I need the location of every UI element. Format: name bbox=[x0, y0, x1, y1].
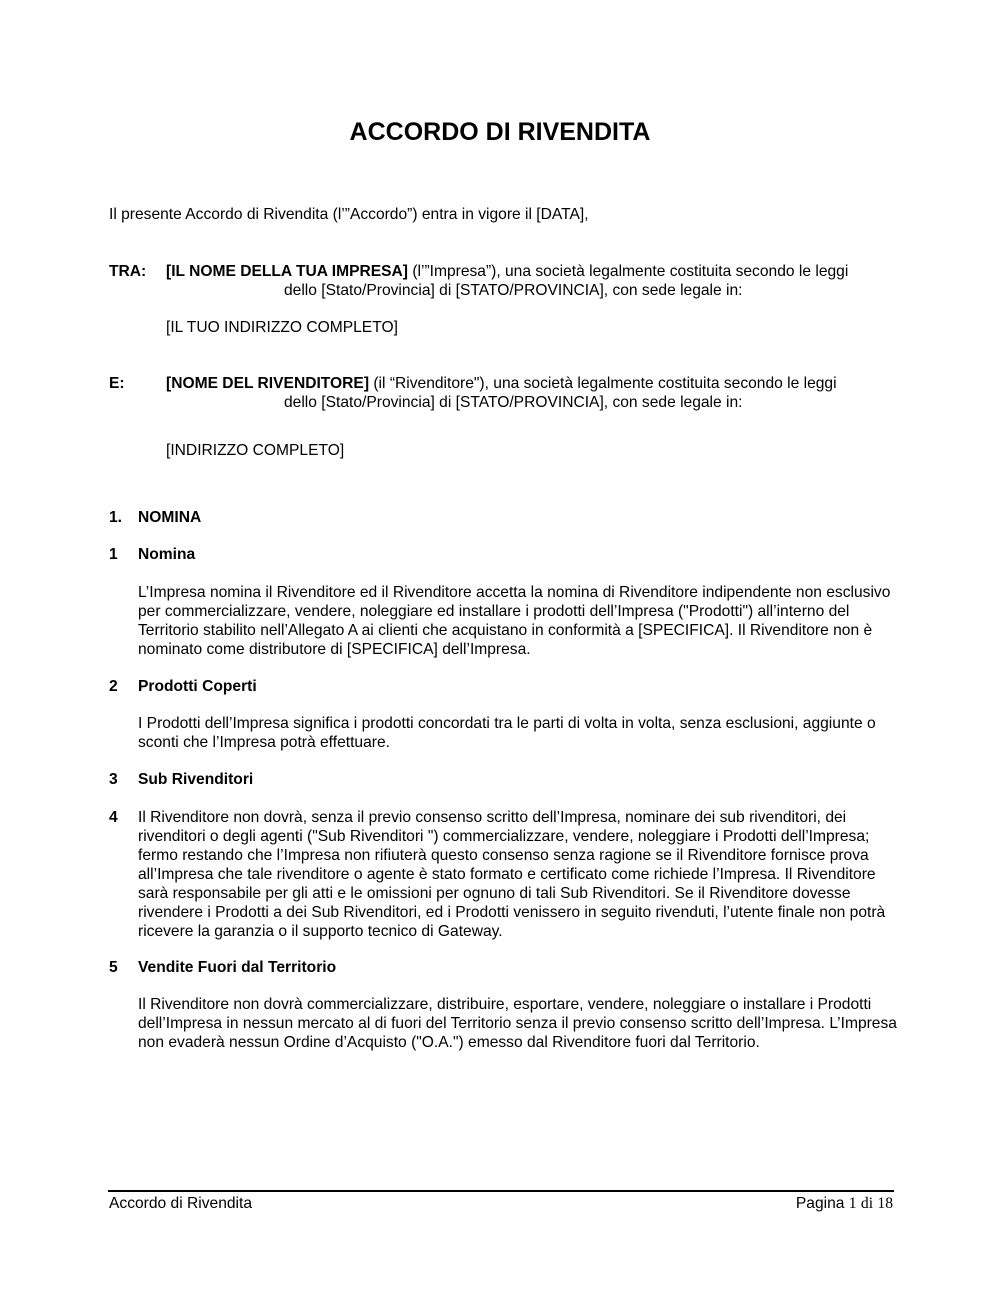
section-number: 1. bbox=[109, 509, 123, 526]
footer-page-number: 1 bbox=[848, 1195, 857, 1212]
clause-heading: Sub Rivenditori bbox=[138, 771, 254, 788]
party-tra-address: [IL TUO INDIRIZZO COMPLETO] bbox=[166, 319, 398, 336]
footer-title: Accordo di Rivendita bbox=[109, 1195, 253, 1212]
footer-page-indicator bbox=[796, 1194, 893, 1213]
party-e-line2: dello [Stato/Provincia] di [STATO/PROVINCIA], con sede legale in: bbox=[284, 394, 743, 411]
section-heading: NOMINA bbox=[138, 509, 202, 526]
footer-divider bbox=[108, 1190, 894, 1192]
clause-number: 1 bbox=[109, 546, 118, 563]
party-e-description bbox=[166, 374, 901, 412]
intro-paragraph: Il presente Accordo di Rivendita (l’”Accordo”) entra in vigore il [DATA], bbox=[109, 206, 589, 223]
clause-number: 4 bbox=[109, 809, 118, 826]
clause-paragraph: I Prodotti dell’Impresa significa i prodotti concordati tra le parti di volta in volta, senza esclusioni, aggiunte o sconti che l’Impresa potrà effettuare. bbox=[138, 715, 876, 751]
clause-heading: Prodotti Coperti bbox=[138, 678, 257, 695]
footer-page-word: Pagina bbox=[795, 1195, 845, 1212]
clause-paragraph: Il Rivenditore non dovrà commercializzare, distribuire, esportare, vendere, noleggiare o installare i Prodotti dell’Impresa in nessun mercato al di fuori del Territorio senza il previo consenso scritto dell’Impresa. L’Impresa non evaderà nessun Ordine d’Acquisto ("O.A.") emesso dal Rivenditore fuori dal Territorio. bbox=[138, 996, 897, 1051]
clause-heading: Nomina bbox=[138, 546, 196, 563]
party-tra-description bbox=[166, 262, 901, 300]
clause-paragraph: L’Impresa nomina il Rivenditore ed il Rivenditore accetta la nomina di Rivenditore indipendente non esclusivo per commercializzare, vendere, noleggiare ed installare i prodotti dell’Impresa ("Prodotti") all’interno del Territorio stabilito nell’Allegato A ai clienti che acquistano in conformità a [SPECIFICA]. Il Rivenditore non è nominato come distributore di [SPECIFICA] dell’Impresa. bbox=[138, 584, 891, 658]
clause-paragraph: Il Rivenditore non dovrà, senza il previo consenso scritto dell’Impresa, nominare dei sub rivenditori, dei rivenditori o degli agenti ("Sub Rivenditori ") commercializzare, vendere, noleggiare i Prodotti dell’Impresa; fermo restando che l’Impresa non rifiuterà questo consenso senza ragione se il Rivenditore fornisce prova all’Impresa che tale rivenditore o agente è stato formato e certificato come richiede l’Impresa. Il Rivenditore sarà responsabile per gli atti e le omissioni per ognuno di tali Sub Rivenditori. Se il Rivenditore dovesse rivendere i Prodotti a dei Sub Rivenditori, ed i Prodotti venissero in seguito rivenduti, l’utente finale non potrà ricevere la garanzia o il supporto tecnico di Gateway. bbox=[138, 809, 886, 940]
party-e-address: [INDIRIZZO COMPLETO] bbox=[166, 442, 345, 459]
document-title: ACCORDO DI RIVENDITA bbox=[349, 118, 651, 146]
party-label-tra: TRA: bbox=[109, 263, 147, 280]
footer-total-pages: 18 bbox=[877, 1195, 893, 1212]
party-label-e: E: bbox=[109, 375, 125, 392]
party-e-line1: (il “Rivenditore"), una società legalmente costituita secondo le leggi bbox=[369, 375, 837, 392]
party-tra-line1: (l’”Impresa”), una società legalmente costituita secondo le leggi bbox=[407, 263, 849, 280]
clause-number: 2 bbox=[109, 678, 118, 695]
clause-number: 5 bbox=[109, 959, 118, 976]
party-e-name: [NOME DEL RIVENDITORE] bbox=[166, 375, 370, 392]
party-tra-name: [IL NOME DELLA TUA IMPRESA] bbox=[166, 263, 408, 280]
footer-of-word: di bbox=[860, 1195, 874, 1212]
clause-number: 3 bbox=[109, 771, 118, 788]
party-tra-line2: dello [Stato/Provincia] di [STATO/PROVINCIA], con sede legale in: bbox=[284, 282, 743, 299]
clause-heading: Vendite Fuori dal Territorio bbox=[138, 959, 337, 976]
